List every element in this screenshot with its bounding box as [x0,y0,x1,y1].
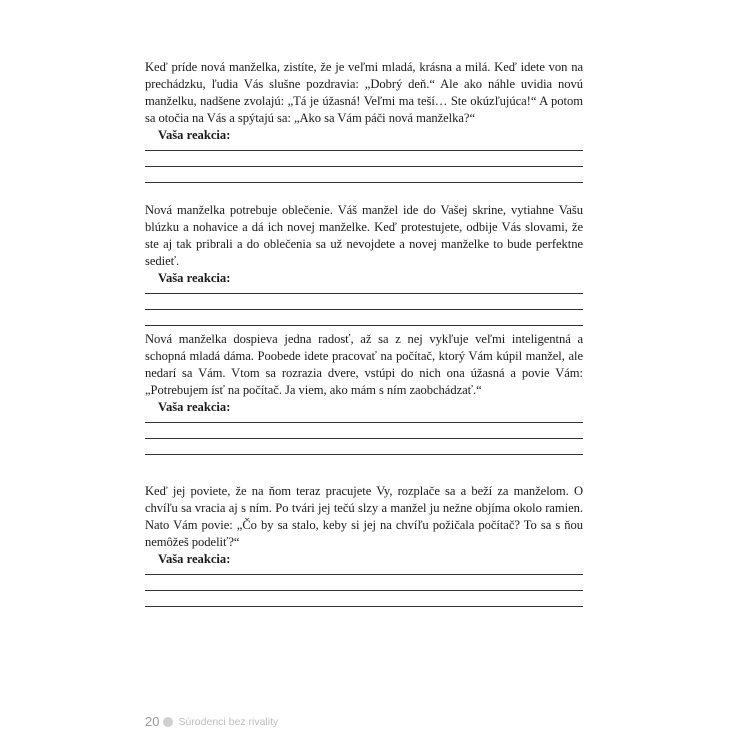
reaction-label: Vaša reakcia: [158,128,231,142]
answer-line[interactable] [145,590,583,591]
answer-line[interactable] [145,166,583,167]
running-title: Súrodenci bez rivality [178,715,279,728]
reaction-label: Vaša reakcia: [158,271,231,285]
scenario-3 [145,331,583,470]
answer-line[interactable] [145,182,583,183]
bullet-dot-icon [163,717,173,727]
answer-lines [145,422,583,455]
scenario-text: Nová manželka potrebuje oblečenie. Váš manžel ide do Vašej skrine, vytiahne Vašu blúzku a nohavice a dá ich novej manželke. Keď protestujete, odbije Vás slovami, že ste aj tak pribrali a do oblečenia sa už nevojdete a novej manželke to bude perfektne sedieť. [145,203,583,268]
scenario-text: Nová manželka dospieva jedna radosť, až sa z nej vykľuje veľmi inteligentná a schopná mladá dáma. Poobede idete pracovať na počítač, ktorý Vám kúpil manžel, ale nedarí sa Vám. Vtom sa rozrazia dvere, vstúpi do nich ona úžasná a povie Vám: „Potrebujem ísť na počítač. Ja viem, ako mám s ním zaobchádzať.“ [145,332,583,397]
scenario-1 [145,59,583,198]
answer-line[interactable] [145,293,583,294]
reaction-label: Vaša reakcia: [158,552,231,566]
answer-line[interactable] [145,438,583,439]
answer-line[interactable] [145,309,583,310]
answer-lines [145,150,583,183]
page-number: 20 [145,714,160,729]
answer-line[interactable] [145,574,583,575]
answer-line[interactable] [145,454,583,455]
answer-line[interactable] [145,325,583,326]
answer-line[interactable] [145,606,583,607]
answer-line[interactable] [145,150,583,151]
scenario-text: Keď príde nová manželka, zistíte, že je veľmi mladá, krásna a milá. Keď idete von na prechádzku, ľudia Vás slušne pozdravia: „Dobrý deň.“ Ale ako náhle uvidia novú manželku, nadšene zvolajú: „Tá je úžasná! Veľmi ma teší… Ste okúzľujúca!“ A potom sa otočia na Vás a spýtajú sa: „Ako sa Vám páči nová manželka?“ [145,60,583,125]
answer-line[interactable] [145,422,583,423]
page-footer [145,714,278,729]
answer-lines [145,293,583,326]
scenario-2 [145,202,583,341]
scenario-4 [145,483,583,622]
answer-lines [145,574,583,607]
scenario-text: Keď jej poviete, že na ňom teraz pracujete Vy, rozplače sa a beží za manželom. O chvíľu sa vracia aj s ním. Po tvári jej tečú slzy a manžel ju nežne objíma okolo ramien. Nato Vám povie: „Čo by sa stalo, keby si jej na chvíľu požičala počítač? To sa s ňou nemôžeš podeliť?“ [145,484,583,549]
reaction-label: Vaša reakcia: [158,400,231,414]
